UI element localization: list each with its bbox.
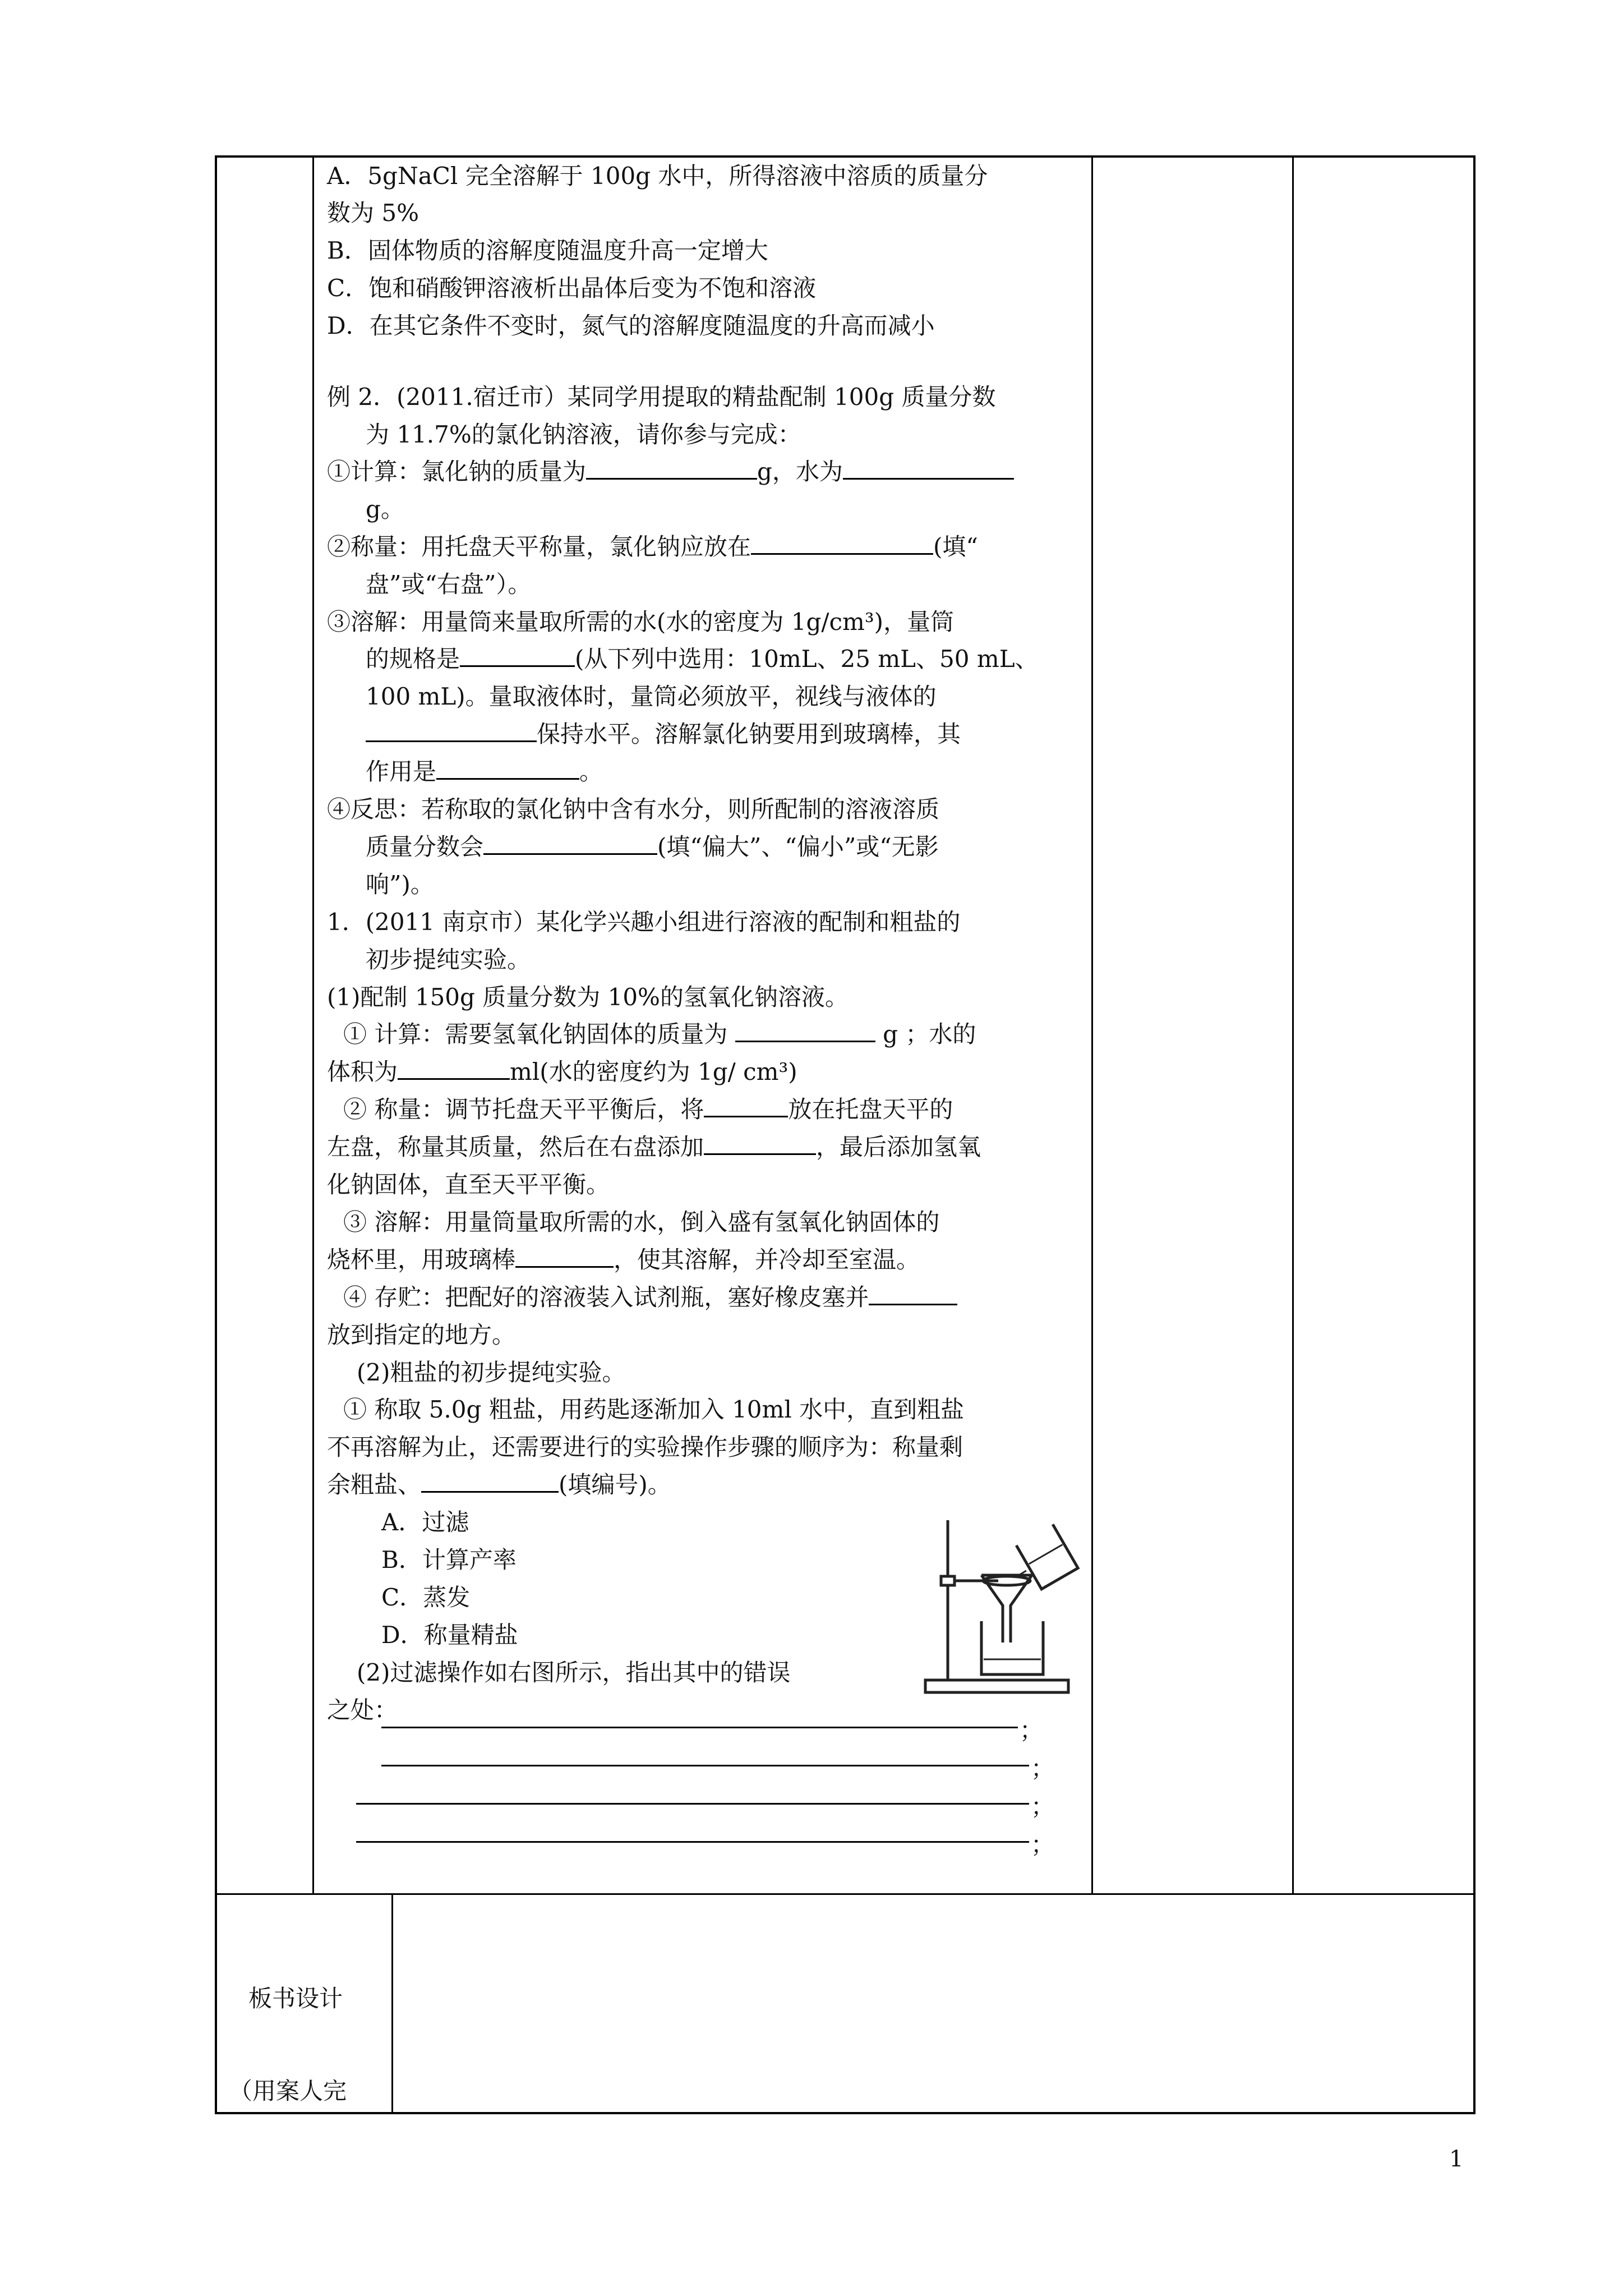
table-border-left	[215, 155, 217, 2114]
option-b-yield: B．计算产率	[381, 1546, 517, 1573]
q1-option-c: C．饱和硝酸钾溶液析出晶体后变为不饱和溶液	[327, 274, 817, 302]
table-border-right	[1473, 155, 1476, 2114]
ex2-step2-line2: 盘”或“右盘”）。	[366, 570, 532, 598]
p1-dissolve-line2	[327, 1241, 920, 1278]
p1-dissolve-post: ，使其溶解，并冷却至室温。	[614, 1246, 920, 1273]
board-design-label: 板书设计	[248, 1985, 343, 2012]
ex2-step2-line1	[327, 528, 978, 565]
ex2-step3-line2	[366, 641, 1039, 678]
option-d-weigh: D．称量精盐	[381, 1621, 518, 1649]
water-mass-blank[interactable]	[843, 453, 1014, 480]
p1-weigh-add-text: 左盘，称量其质量，然后在右盘添加	[327, 1133, 704, 1161]
ex2-step3-line4	[366, 716, 961, 753]
ex2-step3-level-text: 保持水平。溶解氯化钠要用到玻璃棒，其	[537, 720, 961, 748]
p1-weigh-line1	[343, 1091, 953, 1128]
error-answer-line-2[interactable]	[381, 1765, 1029, 1766]
p1-weigh-line2	[327, 1129, 981, 1166]
ex2-step1-line2: g。	[366, 495, 404, 523]
water-volume-blank[interactable]	[398, 1053, 510, 1080]
ex2-step4-line2	[366, 829, 939, 866]
error-answer-line-3[interactable]	[356, 1803, 1029, 1805]
stir-action-blank[interactable]	[515, 1241, 614, 1268]
naoh-mass-blank[interactable]	[735, 1016, 875, 1042]
table-row-divider	[215, 1893, 1476, 1895]
p1-volume-text: 体积为	[327, 1058, 398, 1085]
p1-weigh-salt-line1: ① 称取 5.0g 粗盐，用药匙逐渐加入 10ml 水中，直到粗盐	[343, 1396, 965, 1423]
board-col-divider	[391, 1893, 393, 2114]
p1-dissolve-text: 烧杯里，用玻璃棒	[327, 1246, 516, 1273]
clamp	[941, 1576, 955, 1585]
ex2-step3-line1: ③溶解：用量筒来量取所需的水(水的密度为 1g/cm³)，量筒	[327, 608, 955, 636]
ex2-step4-text: 质量分数会	[366, 833, 484, 861]
ex2-step3-end: 。	[579, 758, 603, 785]
p1-part1-heading: (1)配制 150g 质量分数为 10%的氢氧化钠溶液。	[327, 983, 849, 1011]
page-number: 1	[1449, 2146, 1464, 2172]
ex2-step3-role-text: 作用是	[366, 758, 437, 785]
p1-weigh-salt-line2: 不再溶解为止，还需要进行的实验操作步骤的顺序为：称量剩	[327, 1433, 963, 1461]
table-col-divider-3	[1292, 155, 1294, 1894]
ex2-step4-line1: ④反思：若称取的氯化钠中含有水分，则所配制的溶液溶质	[327, 795, 940, 823]
ex2-step3-options: (从下列中选用：10mL、25 mL、50 mL、	[575, 645, 1039, 673]
cylinder-spec-blank[interactable]	[460, 641, 575, 667]
ex2-step1-line1	[327, 453, 1014, 490]
answer-semicolon-2: ；	[1031, 1755, 1055, 1782]
p1-weigh-post: 放在托盘天平的	[788, 1096, 953, 1123]
q1-option-d: D．在其它条件不变时，氮气的溶解度随温度的升高而减小	[327, 312, 935, 339]
ex2-step3-spec-text: 的规格是	[366, 645, 460, 673]
nacl-mass-blank[interactable]	[586, 453, 757, 480]
fraction-effect-blank[interactable]	[483, 829, 657, 855]
board-design-note: （用案人完	[229, 2077, 347, 2105]
answer-semicolon-1: ；	[1020, 1717, 1044, 1744]
table-col-divider-2	[1091, 155, 1093, 1894]
q1-option-b: B．固体物质的溶解度随温度升高一定增大	[327, 237, 768, 264]
glass-rod-role-blank[interactable]	[436, 753, 579, 780]
p1-weigh-add-post: ，最后添加氢氧	[816, 1133, 981, 1161]
table-border-bottom	[215, 2112, 1476, 2114]
ex2-step1-mid: g，水为	[757, 458, 843, 485]
p1-store-line2: 放到指定的地方。	[327, 1321, 516, 1349]
ex2-step3-line3: 100 mL)。量取液体时，量筒必须放平，视线与液体的	[366, 683, 937, 710]
sightline-blank[interactable]	[366, 716, 537, 742]
ex2-title-line2: 为 11.7%的氯化钠溶液，请你参与完成：	[366, 421, 801, 448]
beaker	[981, 1621, 1043, 1674]
ex2-step4-line3: 响”)。	[366, 871, 434, 898]
p1-calc-text: ① 计算：需要氢氧化钠固体的质量为	[343, 1020, 728, 1048]
ex2-step1-text: ①计算：氯化钠的质量为	[327, 458, 587, 485]
answer-semicolon-4: ；	[1031, 1831, 1055, 1858]
option-c-evaporate: C．蒸发	[381, 1584, 471, 1611]
table-col-divider-1	[312, 155, 314, 1894]
p1-store-text: ④ 存贮：把配好的溶液装入试剂瓶，塞好橡皮塞并	[343, 1283, 869, 1311]
p1-title-line2: 初步提纯实验。	[366, 946, 531, 973]
error-answer-line-1[interactable]	[381, 1727, 1018, 1728]
p1-weigh-salt-line3	[327, 1466, 671, 1503]
p1-store-line1	[343, 1279, 957, 1316]
p1-weigh-line3: 化钠固体，直至天平平衡。	[327, 1171, 610, 1198]
ex2-step2-text: ②称量：用托盘天平称量，氯化钠应放在	[327, 533, 751, 560]
ex2-step4-options: (填“偏大”、“偏小”或“无影	[657, 833, 939, 861]
p1-dissolve-line1: ③ 溶解：用量筒量取所需的水，倒入盛有氢氧化钠固体的	[343, 1208, 940, 1236]
step-order-blank[interactable]	[421, 1466, 559, 1493]
error-answer-line-4[interactable]	[356, 1841, 1029, 1843]
filtration-apparatus-diagram	[920, 954, 1088, 1705]
pan-side-blank[interactable]	[751, 528, 933, 555]
p1-weigh-text: ② 称量：调节托盘天平平衡后，将	[343, 1096, 704, 1123]
ex2-step2-post: (填“	[933, 533, 978, 560]
ex2-title-line1: 例 2．(2011.宿迁市）某同学用提取的精盐配制 100g 质量分数	[327, 383, 996, 411]
p1-filter-question-line2: 之处：	[327, 1696, 398, 1724]
right-pan-item-blank[interactable]	[704, 1129, 816, 1155]
p1-filter-question-line1: (2)过滤操作如右图所示，指出其中的错误	[357, 1659, 791, 1686]
stand-base	[925, 1680, 1068, 1692]
p1-order-text: 余粗盐、	[327, 1471, 422, 1498]
p1-volume-post: ml(水的密度约为 1g/ cm³)	[510, 1058, 797, 1085]
p1-part2-heading: (2)粗盐的初步提纯实验。	[357, 1359, 626, 1386]
p1-title-line1: 1．(2011 南京市）某化学兴趣小组进行溶液的配制和粗盐的	[327, 908, 961, 936]
p1-calc-line2	[327, 1053, 797, 1091]
q1-option-a-line1: A．5gNaCl 完全溶解于 100g 水中，所得溶液中溶质的质量分	[327, 162, 988, 190]
p1-order-post: (填编号)。	[559, 1471, 671, 1498]
answer-semicolon-3: ；	[1031, 1793, 1055, 1820]
option-a-filter: A．过滤	[381, 1508, 469, 1536]
ex2-step3-line5	[366, 753, 603, 790]
left-pan-item-blank[interactable]	[704, 1091, 788, 1117]
p1-calc-line1	[343, 1016, 976, 1053]
p1-calc-post: g ；水的	[883, 1020, 976, 1048]
pouring-liquid-level	[1029, 1545, 1063, 1565]
q1-option-a-line2: 数为 5%	[327, 199, 419, 227]
